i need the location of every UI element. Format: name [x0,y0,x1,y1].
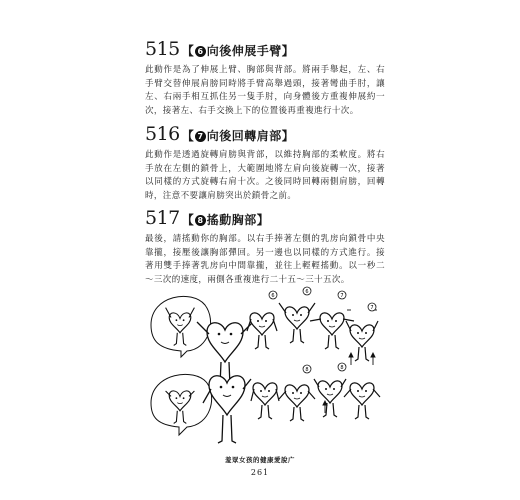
section-body: 此動作是為了伸展上臂、胸部與背部。將兩手舉起，左、右手臂交替伸展肩膀同時將手臂高舉過頭，接著彎曲手肘，讓左、右兩手相互抓住另一隻手肘，向身體後方重複伸展約一次，接著左、右手交換上下的位置後再重複進行十次。 [145,65,385,116]
step-badge-label: 7 [340,293,344,299]
bracket-close: 】 [281,44,294,58]
section-number: 516 [145,123,180,145]
step-badge-label: 6 [305,289,309,295]
section-heading [145,207,385,229]
section-title: 向後伸展手臂 [206,44,282,58]
exercise-illustration [147,285,383,450]
step-badge [338,363,346,371]
running-footer-title: 羞眾女孩的健康愛說广 [225,456,295,464]
section-title: 搖動胸部 [206,213,257,227]
page-number: 261 [250,468,270,477]
bracket-open: 【 [181,44,194,58]
step-badge [303,365,311,373]
step-number-badge: 7 [195,131,206,142]
bracket-close: 】 [281,129,294,143]
bracket-open: 【 [181,213,194,227]
characters-row-top [247,303,378,361]
step-number-badge: 8 [195,215,206,226]
section-body: 最後，請搖動你的胸部。以右手捧著左側的乳房向鎖骨中央靠攏，接壓後讓胸部彈回。另一邊也以同樣的方式進行。接著用雙手捧著乳房向中間靠攏，並往上輕輕搖動。以一秒二～三次的速度，兩側各重複進行二十五～三十五次。 [145,234,385,285]
step-badge-label: 8 [340,365,344,371]
section-heading [145,38,385,60]
step-badge-label: 7 [370,305,374,311]
step-badge [303,287,311,295]
section-517 [145,207,385,287]
step-badge [338,291,346,299]
step-badge [368,303,376,311]
section-number: 517 [145,207,180,229]
step-badge [269,291,277,299]
bracket-close: 】 [256,213,269,227]
section-title: 向後回轉肩部 [206,129,282,143]
characters-row-bottom [251,379,380,421]
section-heading [145,123,385,145]
step-badge-label: 8 [305,367,309,373]
step-number-badge: 6 [195,46,206,57]
speech-bubble-bottom [151,374,212,435]
step-badge-label: 6 [271,293,275,299]
section-515 [145,38,385,118]
section-516 [145,123,385,203]
bracket-open: 【 [181,129,194,143]
section-body: 此動作是透過旋轉肩膀與背部，以維持胸部的柔軟度。將右手放在左側的鎖骨上，大範圍地將左肩向後旋轉一次，接著以同樣的方式旋轉右肩十次。之後同時回轉兩側肩膀，回轉時，注意不要讓肩膀突出於鎖骨之前。 [145,150,385,201]
section-number: 515 [145,38,180,60]
